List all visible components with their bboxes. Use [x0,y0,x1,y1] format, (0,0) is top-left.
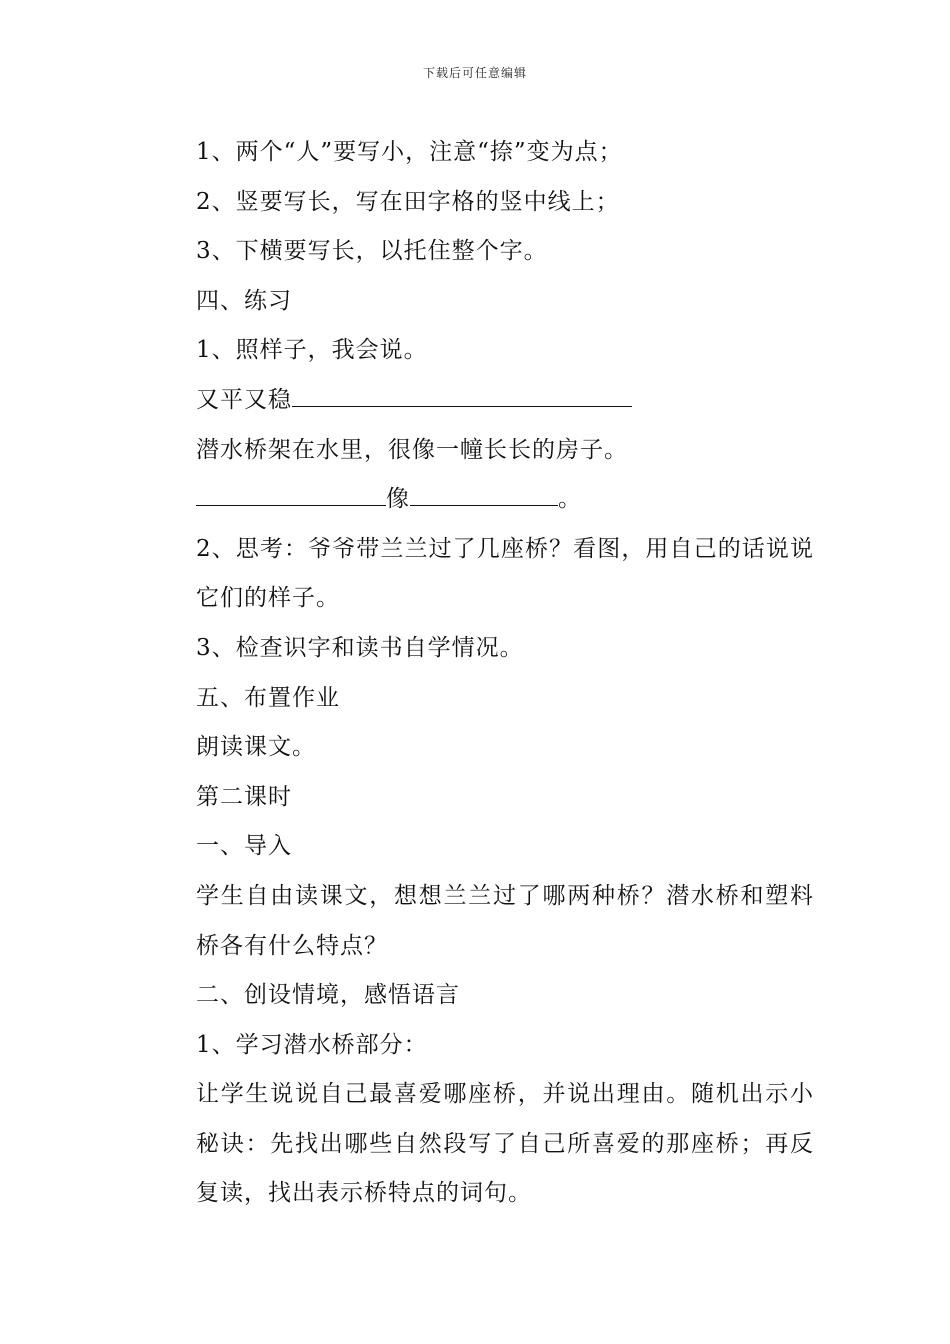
intro-paragraph: 学生自由读课文，想想兰兰过了哪两种桥？潜水桥和塑料桥各有什么特点？ [196,882,814,959]
underwater-bridge-paragraph: 让学生说说自己最喜爱哪座桥，并说出理由。随机出示小秘诀：先找出哪些自然段写了自己所喜爱的那座桥；再反复读，找出表示桥特点的词句。 [196,1081,814,1207]
simile-word: 像 [386,486,410,513]
paragraph-writing-tip-3: 3、下横要写长，以托住整个字。 [196,238,548,265]
document-body [146,128,814,1219]
exercise-1-example-sentence: 潜水桥架在水里，很像一幢长长的房子。 [196,436,628,463]
exercise-1-example-phrase [146,376,814,426]
section-heading-homework: 五、布置作业 [196,684,340,711]
paragraph-writing-tip-1: 1、两个“人”要写小，注意“捺”变为点； [196,139,623,165]
sentence-end-mark: 。 [558,486,582,513]
fill-in-blank-subject [196,481,386,506]
homework-text: 朗读课文。 [196,734,316,761]
fill-in-blank-phrase [292,382,632,407]
subsection-underwater-bridge: 1、学习潜水桥部分： [196,1031,428,1058]
paragraph-writing-tip-2: 2、竖要写长，写在田字格的竖中线上； [196,188,620,215]
exercise-1-instruction: 1、照样子，我会说。 [196,337,428,364]
exercise-3-check: 3、检查识字和读书自学情况。 [196,634,524,661]
section-heading-practice: 四、练习 [196,287,292,314]
section-heading-context: 二、创设情境，感悟语言 [196,982,460,1009]
section-heading-intro: 一、导入 [196,833,292,860]
exercise-1-simile-blank [146,475,814,525]
fill-in-blank-object [410,481,558,506]
example-phrase-text: 又平又稳 [196,386,292,413]
exercise-2-think: 2、思考：爷爷带兰兰过了几座桥？看图，用自己的话说说它们的样子。 [196,535,814,612]
lesson-two-heading: 第二课时 [196,783,292,810]
page-header-note: 下载后可任意编辑 [422,66,527,80]
